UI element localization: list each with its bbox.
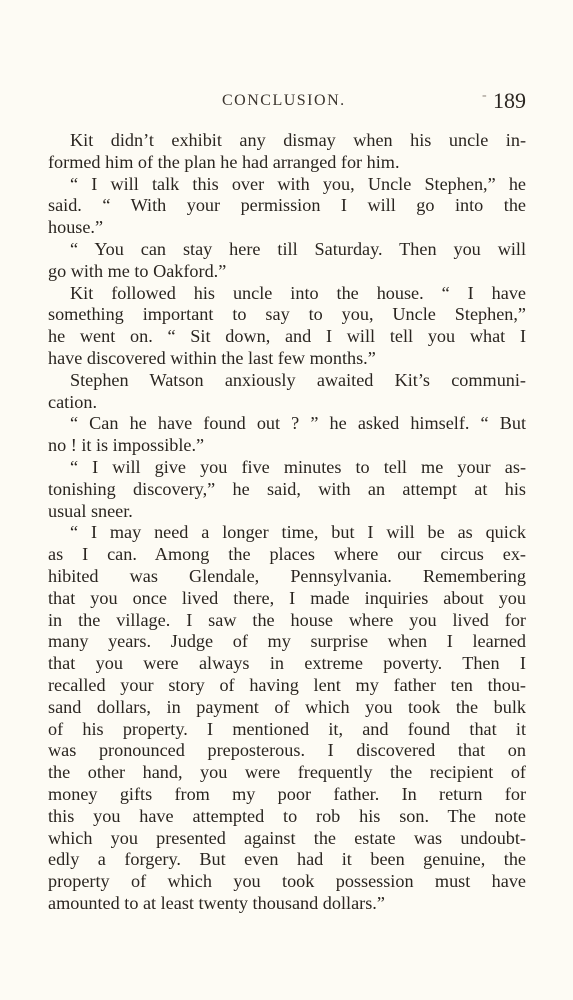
text-line: go with me to Oakford.” bbox=[48, 260, 227, 281]
running-head bbox=[48, 88, 526, 114]
text-line: in the village. I saw the house where you lived for bbox=[48, 609, 526, 630]
text-line: that you once lived there, I made inquiries about you bbox=[48, 587, 526, 608]
text-line: formed him of the plan he had arranged for him. bbox=[48, 151, 400, 172]
text-line: have discovered within the last few months.” bbox=[48, 347, 376, 368]
text-line: Stephen Watson anxiously awaited Kit’s communi- bbox=[70, 369, 526, 390]
text-line: no ! it is impossible.” bbox=[48, 435, 205, 456]
text-line: property of which you took possession must have bbox=[48, 871, 526, 892]
text-line: “ You can stay here till Saturday. Then you will bbox=[70, 238, 526, 259]
text-line: which you presented against the estate was undoubt- bbox=[48, 827, 526, 848]
text-line: recalled your story of having lent my father ten thou- bbox=[48, 674, 526, 695]
header-mark: - bbox=[482, 88, 487, 103]
text-line: cation. bbox=[48, 391, 97, 412]
text-line: money gifts from my poor father. In return for bbox=[48, 783, 526, 804]
text-line: as I can. Among the places where our circus ex- bbox=[48, 544, 526, 565]
text-line: “ I may need a longer time, but I will be as quick bbox=[70, 522, 526, 543]
text-line: hibited was Glendale, Pennsylvania. Remembering bbox=[48, 565, 526, 586]
chapter-title: CONCLUSION. bbox=[222, 92, 346, 109]
text-line: “ I will talk this over with you, Uncle Stephen,” he bbox=[70, 173, 526, 194]
text-line: something important to say to you, Uncle Stephen,” bbox=[48, 304, 526, 325]
text-line: Kit didn’t exhibit any dismay when his uncle in- bbox=[70, 130, 526, 150]
text-line: the other hand, you were frequently the recipient of bbox=[48, 762, 526, 783]
text-line: “ I will give you five minutes to tell me your as- bbox=[70, 456, 526, 477]
text-line: that you were always in extreme poverty. Then I bbox=[48, 653, 526, 674]
text-line: was pronounced preposterous. I discovered that on bbox=[48, 740, 526, 761]
text-line: edly a forgery. But even had it been genuine, the bbox=[48, 849, 526, 870]
text-line: usual sneer. bbox=[48, 500, 133, 521]
text-line: said. “ With your permission I will go into the bbox=[48, 195, 526, 216]
text-line: tonishing discovery,” he said, with an attempt at his bbox=[48, 478, 526, 499]
text-line: amounted to at least twenty thousand dollars.” bbox=[48, 892, 385, 913]
text-line: Kit followed his uncle into the house. “ I have bbox=[70, 282, 526, 303]
text-line: sand dollars, in payment of which you took the bulk bbox=[48, 696, 526, 717]
text-line: many years. Judge of my surprise when I learned bbox=[48, 631, 526, 652]
page-number: 189 bbox=[493, 88, 526, 113]
text-line: house.” bbox=[48, 217, 104, 238]
text-line: of his property. I mentioned it, and found that it bbox=[48, 718, 526, 739]
text-line: he went on. “ Sit down, and I will tell you what I bbox=[48, 326, 526, 347]
text-line: this you have attempted to rob his son. The note bbox=[48, 805, 526, 826]
body-text bbox=[48, 130, 526, 915]
text-line: “ Can he have found out ? ” he asked himself. “ But bbox=[70, 413, 526, 434]
